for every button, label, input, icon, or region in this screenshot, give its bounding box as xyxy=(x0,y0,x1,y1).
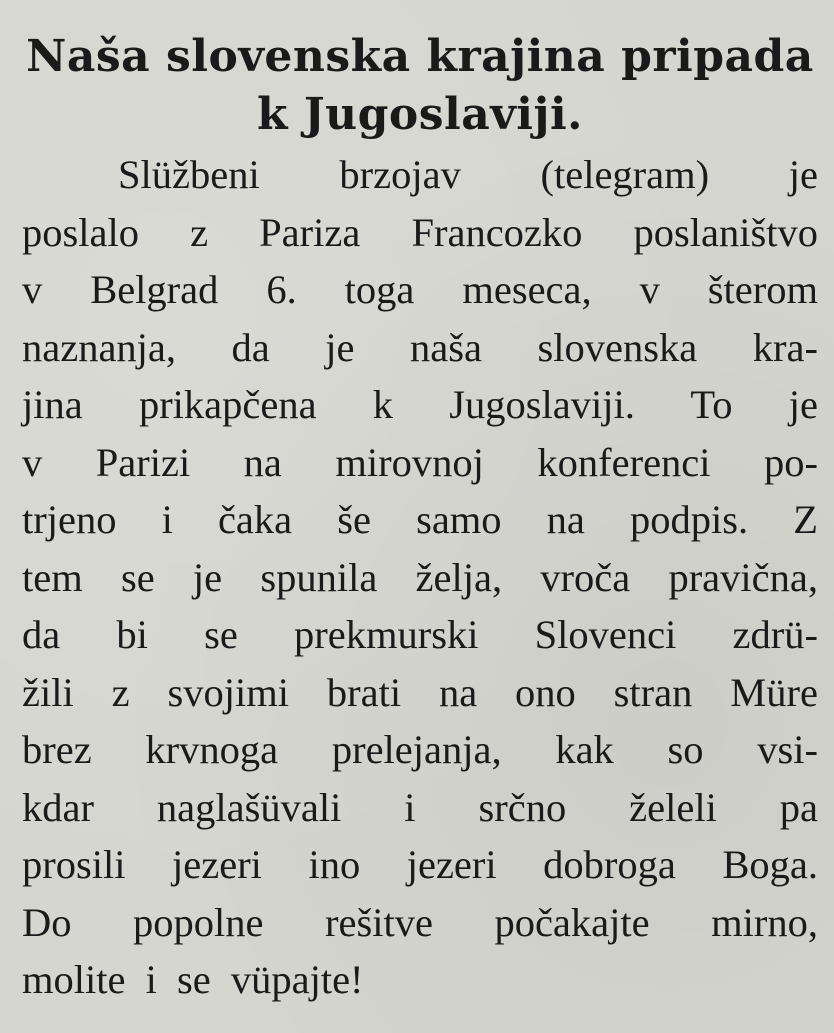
headline-line: k Jugoslaviji. xyxy=(257,89,583,140)
body-line: tem se je spunila želja, vroča pravična, xyxy=(22,554,818,600)
body-line: da bi se prekmurski Slovenci zdrü- xyxy=(22,612,818,657)
article-headline xyxy=(22,28,818,144)
body-line: jina prikapčena k Jugoslaviji. To je xyxy=(22,382,818,427)
body-line: v Parizi na mirovnoj konferenci po- xyxy=(22,439,818,485)
article-body xyxy=(22,146,818,1009)
body-line: Do popolne rešitve počakajte mirno, xyxy=(22,899,818,945)
body-line: brez krvnoga prelejanja, kak so vsi- xyxy=(22,727,818,772)
body-line: Slüžbeni brzojav (telegram) je xyxy=(118,152,818,197)
body-line: naznanja, da je naša slovenska kra- xyxy=(22,324,818,370)
body-line: kdar naglašüvali i srčno želeli pa xyxy=(22,784,818,830)
body-line: prosili jezeri ino jezeri dobroga Boga. xyxy=(22,842,818,887)
body-line: trjeno i čaka še samo na podpis. Z xyxy=(22,497,818,542)
body-line: v Belgrad 6. toga meseca, v šterom xyxy=(22,267,818,312)
body-line: poslalo z Pariza Francozko poslaništvo xyxy=(22,209,818,255)
headline-line: Naša slovenska krajina pripada xyxy=(26,31,814,82)
body-line: žili z svojimi brati na ono stran Müre xyxy=(22,669,818,715)
body-line: molite i se vüpajte! xyxy=(22,957,364,1002)
